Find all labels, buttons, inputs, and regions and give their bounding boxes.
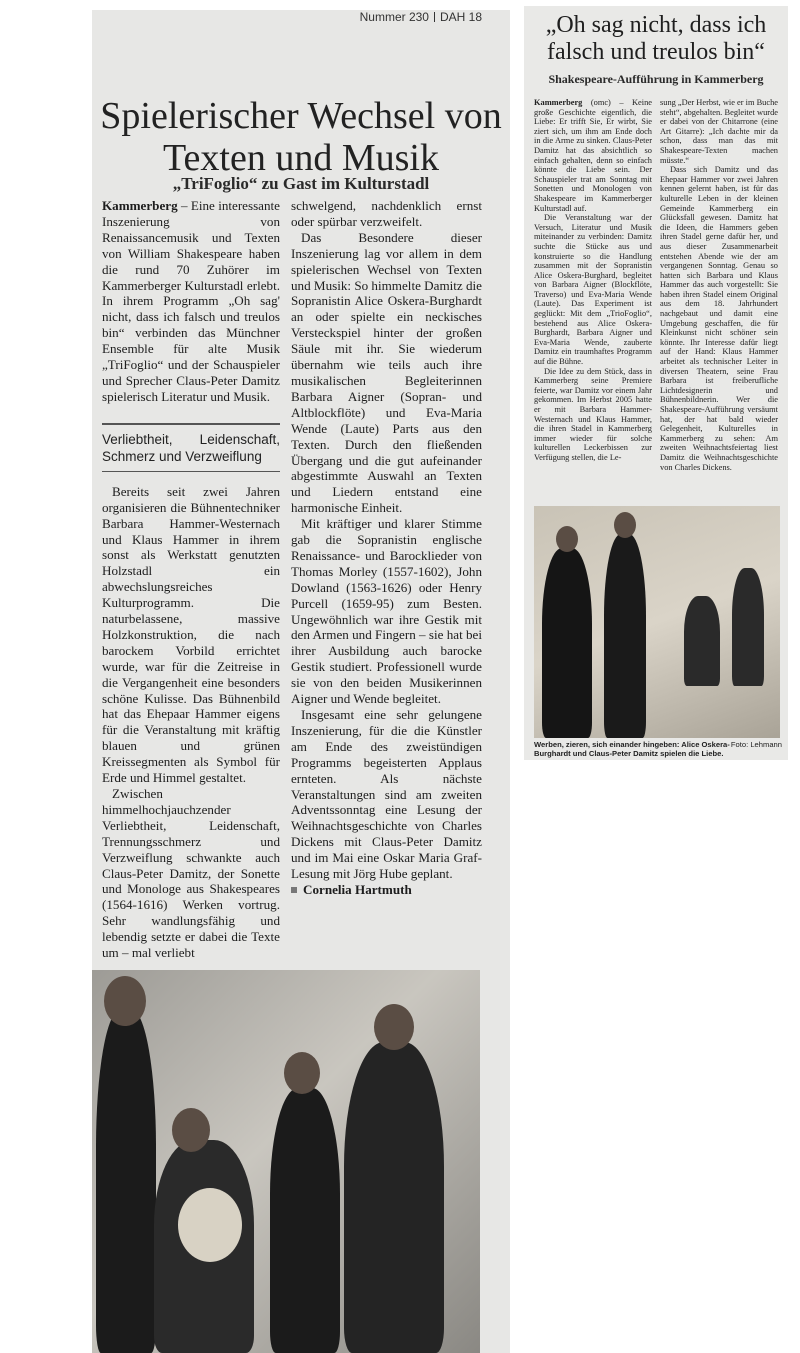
issue-number: Nummer 230: [359, 10, 429, 24]
flute-player-figure: [270, 1088, 340, 1353]
paragraph: Mit kräftiger und klarer Stimme gab die Sopranistin englische Renaissance- und Barocklieder von Thomas Morley (1557-1602), John Dowland (1563-1626) oder Henry Purcell (1659-95) zum Besten. Ungewöhnlich war ihre Gestik mit den Armen und Fingern – sie hat bei ihrer Ausbildung auch barocke Gestik studiert. Professionell wurde sie von den beiden Musikerinnen Aigner und Wende begleitet.: [291, 516, 482, 707]
article-column-b: [660, 98, 778, 472]
meta-separator: [434, 12, 435, 22]
article-subheadline: Shakespeare-Aufführung in Kammerberg: [548, 72, 764, 86]
actor-head: [614, 512, 636, 538]
byline: [291, 882, 482, 898]
singer-figure: [344, 1042, 444, 1353]
paragraph: Bereits seit zwei Jahren organisieren die Bühnentechniker Barbara Hammer-Westernach und Klaus Hammer in ihrem sonst als Werkstatt genutzten Holzstadl ein abwechslungsreiches Kulturprogramm. Die naturbelassene, massive Holzkonstruktion, die nach barockem Vorbild errichtet wurde, war für die Zeitreise in die Vergangenheit eine besonders schöne Kulisse. Das Bühnenbild hat das Ehepaar Hammer eigens für die Veranstaltung mit kräftig blauen und grünen Kreissegmenten als Symbol für Erde und Himmel gestaltet.: [102, 483, 280, 786]
article-column-1: [102, 198, 280, 961]
article-headline: Spielerischer Wechsel von Texten und Musik: [100, 95, 502, 180]
article-column-a: [534, 98, 652, 463]
author-name: Cornelia Hartmuth: [303, 881, 412, 897]
actor-figure: [604, 534, 646, 738]
singer-figure: [542, 548, 592, 738]
photo-credit: Foto: Lehmann: [730, 740, 782, 749]
intertitle: Verliebtheit, Leidenschaft, Schmerz und Verzweiflung: [102, 423, 280, 472]
performance-photo: [92, 970, 480, 1353]
caption-text: Werben, zieren, sich einander hingeben: Alice Oskera-Burghardt und Claus-Peter Damitz spielen die Liebe.: [534, 740, 730, 758]
photo-caption: [534, 740, 786, 758]
paragraph: Insgesamt eine sehr gelungene Inszenierung, für die die Künstler am Ende des zweistündigen Programms begeisterten Applaus ernteten. Als nächste Veranstaltungen sind am zweiten Adventssonntag eine Lesung der Weihnachtsgeschichte von Charles Dickens mit Claus-Peter Damitz und im Mai eine Oskar Maria Graf-Lesung mit Jörg Hube geplant.: [291, 707, 482, 882]
actor-head: [104, 976, 146, 1026]
lute-player-head: [172, 1108, 210, 1152]
singer-head: [556, 526, 578, 552]
lead-text: (omc) – Keine große Geschichte eigentlich, die Liebe: Er trifft Sie, Er wirbt, Sie ziert sich, um ihm am Ende doch in die Arme zu sinken. Claus-Peter Damitz hat das absichtlich so einfach gehalten, denn so einfach könnte die Liebe sein. Der Schauspieler trat am Sonntag mit Sonetten und Monologen von Shakespeare im Kammerberger Kulturstadl auf.: [534, 98, 652, 213]
paragraph: schwelgend, nachdenklich ernst oder spürbar verzweifelt.: [291, 198, 482, 229]
article-subheadline: „TriFoglio“ zu Gast im Kulturstadl: [172, 174, 430, 193]
paragraph: Dass sich Damitz und das Ehepaar Hammer vor zwei Jahren kennen gelernt haben, ist für das kulturelle Leben in der kleinen Gemeinde Kammerberg ein Glücksfall gewesen. Damitz hat die Ideen, die Hammers geben ihren Stadel gerne dafür her, und aus dieser Zusammenarbeit entstehen Abende wie der am vergangenen Sonntag. Genau so hatten sich Barbara und Klaus Hammer das auch vorgestellt: Sie haben ihren Stadel einem Original aus dem 18. Jahrhundert nachgebaut und damit eine Umgebung geschaffen, die für Kleinkunst nicht schöner sein könnte. Ihr Interesse dafür liegt auf der Hand: Klaus Hammer arbeitet als technischer Leiter in diversen Theatern, seine Frau Barbara ist freiberufliche Lichtdesignerin und Bühnenbildnerin. Wer die Shakespeare-Aufführung versäumt hat, der hat bald wieder Gelegenheit, Kulturelles in Kammerberg zu sehen: Am zweiten Weihnachtsfeiertag liest Damitz die Weihnachtsgeschichte von Charles Dickens.: [660, 165, 778, 472]
lute-icon: [178, 1188, 242, 1262]
singer-head: [374, 1004, 414, 1050]
dateline: Kammerberg: [102, 198, 178, 213]
lead-paragraph: [102, 198, 280, 405]
paragraph: Das Besondere dieser Inszenierung lag vor allem in dem spielerischen Wechsel von Texten und Musik: So himmelte Damitz die Sopranistin Alice Oskera-Burghardt an oder spielte ein neckisches Versteckspiel hinter der großen Säule mit ihr. Sie wiederum übernahm wie teils auch ihre musikalischen Begleiterinnen Barbara Aigner (Sopran- und Altblockflöte) und Eva-Maria Wende (Laute) Parts aus den Texten. Durch den fließenden Übergang und die gut aufeinander abgestimmte Auswahl an Texten und Liedern entstand eine harmonische Einheit.: [291, 229, 482, 516]
byline-square-icon: [291, 887, 297, 893]
dateline: Kammerberg: [534, 98, 583, 107]
paragraph: Zwischen himmelhochjauchzender Verliebtheit, Leidenschaft, Trennungsschmerz und Verzweiflung schwankte auch Claus-Peter Damitz, der Sonette und Monologe aus Shakespeares (1564-1616) Werken vortrug. Sehr wandlungsfähig und lebendig setzte er dabei die Texte um – mal verliebt: [102, 786, 280, 961]
section-code: DAH 18: [439, 10, 482, 24]
newspaper-clipping-main: [92, 10, 510, 1353]
lead-text: – Eine interessante Inszenierung von Renaissancemusik und Texten von William Shakespeare haben die rund 70 Zuhörer im Kammerberger Kulturstadl erlebt. In ihrem Programm „Oh sag' nicht, dass ich falsch und treulos bin“ verbinden das Münchner Ensemble für alte Musik „TriFoglio“ und der Schauspieler und Sprecher Claus-Peter Damitz spielerisch Literatur und Musik.: [102, 198, 280, 404]
paragraph: Die Idee zu dem Stück, dass in Kammerberg seine Premiere feierte, war Damitz vor einem Jahr gekommen. Im Herbst 2005 hatte er mit Barbara Hammer-Westernach und Klaus Hammer, die ihren Stadel in Kammerberg immer wieder für solche kulturellen Leckerbissen zur Verfügung stellen, die Le-: [534, 366, 652, 462]
flute-player-figure: [732, 568, 764, 686]
lute-player-figure: [684, 596, 720, 686]
actor-figure: [96, 1010, 156, 1353]
performance-photo: [534, 506, 780, 738]
newspaper-clipping-secondary: [524, 6, 788, 760]
lead-paragraph: [534, 98, 652, 213]
flute-player-head: [284, 1052, 320, 1094]
paragraph: sung „Der Herbst, wie er im Buche steht“, abgehalten. Begleitet wurde er dabei von der Chitarrone (eine Art Gitarre): „Ich dachte mir da schon, dass man das mit Shakespeare-Texten machen müsste.“: [660, 98, 778, 165]
issue-meta: [360, 10, 482, 24]
article-column-2: [291, 198, 482, 898]
paragraph: Die Veranstaltung war der Versuch, Literatur und Musik miteinander zu verbinden: Damitz suchte die Stücke aus und konstruierte so die Handlung zusammen mit der Sopranistin Alice Oskera-Burghard, begleitet von Barbara Aigner (Blockflöte, Traverso) und Eva-Maria Wende (Laute). Das Experiment ist geglückt: Mit dem „TrioFoglio“, bestehend aus Alice Oskera-Burghardt, Barbara Aigner und Eva-Maria Wende, zauberte Damitz ein traumhaftes Programm auf die Bühne.: [534, 213, 652, 367]
article-headline: „Oh sag nicht, dass ich falsch und treulos bin“: [545, 12, 767, 65]
